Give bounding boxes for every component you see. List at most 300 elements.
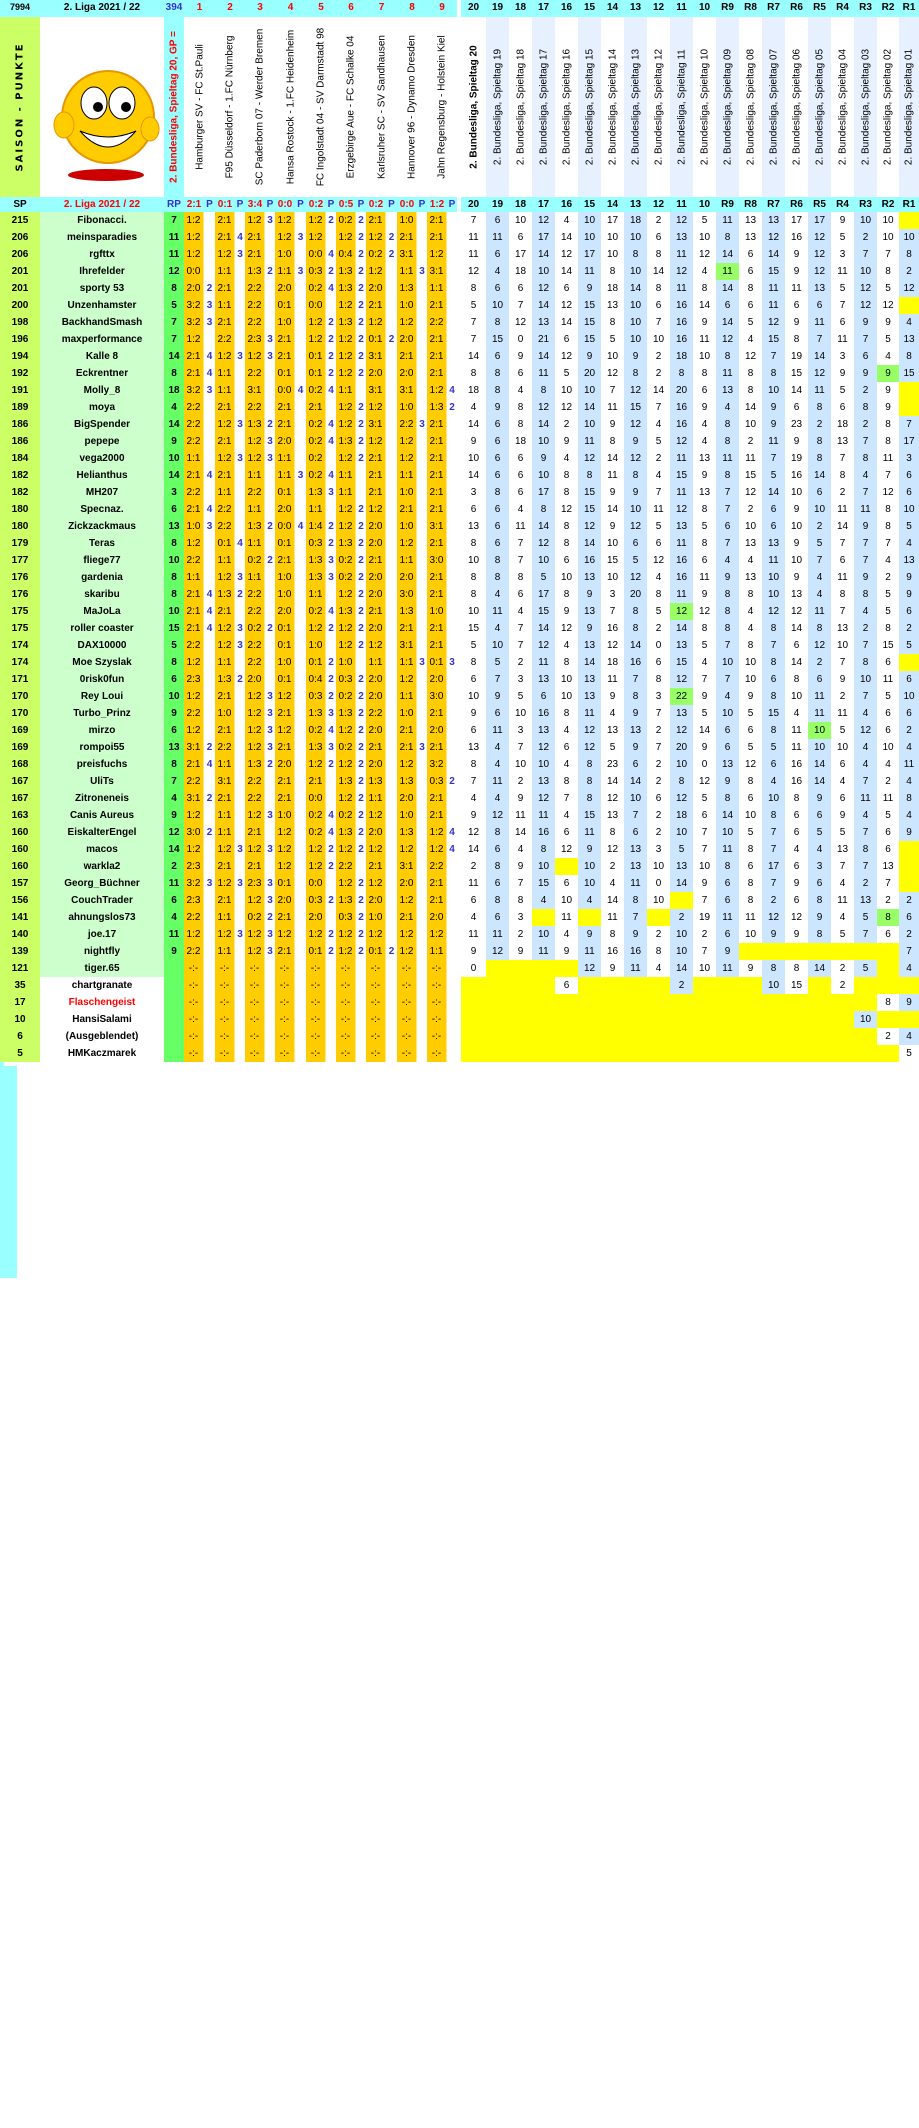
round-score: 0 [647, 637, 670, 654]
rank-points: 175 [0, 620, 40, 637]
match-points [386, 603, 397, 620]
round-score: 9 [624, 348, 647, 365]
row-spacer [0, 1958, 17, 1975]
player-name[interactable]: Turbo_Prinz [40, 705, 164, 722]
round-score: 12 [509, 314, 532, 331]
round-score: 7 [624, 807, 647, 824]
round-score: 8 [716, 603, 739, 620]
round-score: 8 [486, 824, 509, 841]
round-score [899, 297, 919, 314]
round-score: 10 [693, 348, 716, 365]
round-score: 11 [670, 535, 693, 552]
match-tip: 2:1 [366, 467, 386, 484]
round-score: 4 [854, 603, 877, 620]
round-score: 2 [899, 722, 919, 739]
round-score: 9 [716, 569, 739, 586]
round-score: 5 [877, 688, 899, 705]
round-points: 8 [164, 280, 184, 297]
round-score: 13 [578, 603, 601, 620]
match-points: 2 [265, 620, 275, 637]
round-score: 10 [877, 739, 899, 756]
player-name[interactable]: skaribu [40, 586, 164, 603]
match-points [235, 739, 245, 756]
player-name[interactable]: Flaschengeist [40, 994, 164, 1011]
round-score: 12 [762, 909, 785, 926]
round-score [509, 960, 532, 977]
round-score: 7 [461, 314, 486, 331]
round-score: 9 [899, 824, 919, 841]
rank-points: 194 [0, 348, 40, 365]
match-tip: 2:1 [427, 535, 447, 552]
round-score: 14 [647, 382, 670, 399]
round-number: 13 [624, 0, 647, 17]
rank-points: 176 [0, 569, 40, 586]
player-name[interactable]: Eckrentner [40, 365, 164, 382]
match-points: 2 [265, 552, 275, 569]
player-name[interactable]: DAX10000 [40, 637, 164, 654]
player-name[interactable]: UliTs [40, 773, 164, 790]
round-score: 8 [486, 892, 509, 909]
round-label: 2. Bundesliga, Spieltag 19 [486, 17, 509, 197]
match-points [386, 484, 397, 501]
round-score: 6 [831, 314, 854, 331]
match-tip: 2:0 [397, 331, 417, 348]
player-name[interactable]: preisfuchs [40, 756, 164, 773]
player-name[interactable]: BigSpender [40, 416, 164, 433]
round-score: 20 [670, 382, 693, 399]
player-name[interactable]: HansiSalami [40, 1011, 164, 1028]
round-score: 2 [808, 654, 831, 671]
round-score: 5 [899, 518, 919, 535]
match-points: 3 [204, 382, 215, 399]
round-score: 8 [785, 671, 808, 688]
match-tip: 3:2 [184, 382, 204, 399]
round-score: 10 [785, 688, 808, 705]
match-tip: 0:0 [184, 263, 204, 280]
rank-points: 160 [0, 858, 40, 875]
round-score: 11 [831, 501, 854, 518]
round-score: 8 [899, 348, 919, 365]
player-name[interactable]: Moe Szyslak [40, 654, 164, 671]
round-score [877, 977, 899, 994]
player-name[interactable]: Helianthus [40, 467, 164, 484]
round-score: 9 [693, 467, 716, 484]
round-score [555, 1045, 578, 1062]
match-points [265, 467, 275, 484]
match-tip: 2:1 [215, 858, 235, 875]
match-number: 3 [245, 0, 275, 17]
round-score: 8 [693, 280, 716, 297]
round-points: 8 [164, 654, 184, 671]
round-label: 2. Bundesliga, Spieltag 17 [532, 17, 555, 197]
match-tip: 2:0 [184, 280, 204, 297]
round-points: 5 [164, 637, 184, 654]
round-score [624, 994, 647, 1011]
match-points [204, 688, 215, 705]
round-score: 4 [532, 892, 555, 909]
match-points [417, 297, 427, 314]
match-points [326, 773, 336, 790]
round-score: 6 [854, 348, 877, 365]
player-name[interactable]: Canis Aureus [40, 807, 164, 824]
match-points: 2 [356, 841, 366, 858]
round-score: 7 [854, 824, 877, 841]
match-points [235, 1045, 245, 1062]
match-tip: 0:0 [306, 246, 326, 263]
round-points: 6 [164, 671, 184, 688]
match-points [295, 960, 306, 977]
player-name[interactable]: Teras [40, 535, 164, 552]
rank-points: 160 [0, 824, 40, 841]
match-points [265, 280, 275, 297]
round-score: 2 [831, 688, 854, 705]
round-score: 10 [486, 297, 509, 314]
match-tip: -:- [245, 1011, 265, 1028]
match-points [235, 1028, 245, 1045]
round-score: 6 [785, 807, 808, 824]
match-points [417, 892, 427, 909]
round-score [899, 875, 919, 892]
round-score: 11 [785, 739, 808, 756]
round-score: 8 [578, 756, 601, 773]
round-score [486, 994, 509, 1011]
match-tip: 0:2 [336, 807, 356, 824]
rank-points: 180 [0, 518, 40, 535]
match-points [265, 586, 275, 603]
player-name[interactable]: 0risk0fun [40, 671, 164, 688]
round-score: 6 [461, 671, 486, 688]
round-score: 5 [693, 705, 716, 722]
player-name[interactable]: rompoi55 [40, 739, 164, 756]
round-score: 4 [647, 467, 670, 484]
match-points [386, 314, 397, 331]
match-points: 2 [326, 841, 336, 858]
match-tip: 1:2 [184, 841, 204, 858]
round-score: 0 [693, 756, 716, 773]
player-name[interactable]: vega2000 [40, 450, 164, 467]
round-score: 12 [555, 620, 578, 637]
round-score: 8 [461, 569, 486, 586]
round-score [578, 909, 601, 926]
row-spacer [0, 1312, 17, 1329]
round-score: 14 [716, 314, 739, 331]
match-points [295, 280, 306, 297]
round-score: 4 [854, 807, 877, 824]
match-tip: 2:1 [275, 416, 295, 433]
rank-points: 196 [0, 331, 40, 348]
match-tip: 2:1 [184, 603, 204, 620]
match-tip: 2:2 [184, 909, 204, 926]
round-score: 11 [762, 280, 785, 297]
round-score: 4 [716, 399, 739, 416]
match-tip: 1:2 [245, 892, 265, 909]
player-name[interactable]: Specnaz. [40, 501, 164, 518]
match-tip: 1:2 [245, 705, 265, 722]
round-points: 6 [164, 892, 184, 909]
round-score: 11 [716, 841, 739, 858]
round-label: 2. Bundesliga, Spieltag 16 [555, 17, 578, 197]
match-points [386, 1028, 397, 1045]
round-score: 8 [647, 943, 670, 960]
round-score: 7 [601, 382, 624, 399]
round-score: 2 [854, 620, 877, 637]
round-score: 9 [486, 688, 509, 705]
match-tip: 2:1 [215, 229, 235, 246]
match-result: 0:1 [215, 197, 235, 212]
round-score: 10 [808, 739, 831, 756]
player-name[interactable]: Fibonacci. [40, 212, 164, 229]
match-points: 2 [356, 331, 366, 348]
round-score: 9 [693, 399, 716, 416]
match-points: 4 [235, 229, 245, 246]
round-points [164, 1028, 184, 1045]
match-tip: 1:2 [245, 348, 265, 365]
player-name[interactable]: nightfly [40, 943, 164, 960]
player-name[interactable]: meinsparadies [40, 229, 164, 246]
round-score: 5 [877, 331, 899, 348]
round-score [461, 1011, 486, 1028]
match-tip: 1:1 [245, 501, 265, 518]
match-tip: 1:2 [275, 688, 295, 705]
player-name[interactable]: tiger.65 [40, 960, 164, 977]
round-score [670, 1045, 693, 1062]
match-points: 2 [326, 943, 336, 960]
round-score: 12 [808, 229, 831, 246]
round-score: 6 [486, 246, 509, 263]
rank-points: 169 [0, 739, 40, 756]
player-name[interactable]: CouchTrader [40, 892, 164, 909]
player-name[interactable]: mirzo [40, 722, 164, 739]
match-points: 4 [326, 280, 336, 297]
match-points [295, 569, 306, 586]
match-points [265, 535, 275, 552]
match-tip: 1:2 [184, 654, 204, 671]
player-name[interactable]: sporty 53 [40, 280, 164, 297]
player-name[interactable]: gardenia [40, 569, 164, 586]
round-number: R4 [831, 197, 854, 212]
player-name[interactable]: moya [40, 399, 164, 416]
round-score: 2 [509, 773, 532, 790]
player-name[interactable]: Georg_Büchner [40, 875, 164, 892]
match-tip: 2:1 [427, 620, 447, 637]
round-score: 12 [670, 790, 693, 807]
round-score: 11 [899, 756, 919, 773]
round-score: 8 [693, 501, 716, 518]
round-score: 5 [693, 790, 716, 807]
match-points [447, 637, 457, 654]
match-points [447, 297, 457, 314]
match-tip: 1:2 [215, 875, 235, 892]
match-points [386, 365, 397, 382]
player-name[interactable]: Zitroneneis [40, 790, 164, 807]
round-score: 11 [486, 603, 509, 620]
match-tip: 1:0 [275, 807, 295, 824]
round-score: 2 [739, 501, 762, 518]
player-name[interactable]: Kalle 8 [40, 348, 164, 365]
round-score: 6 [899, 603, 919, 620]
rank-points: 186 [0, 416, 40, 433]
match-points [417, 535, 427, 552]
match-tip: 2:1 [184, 348, 204, 365]
match-points: 3 [235, 620, 245, 637]
round-score: 3 [647, 688, 670, 705]
player-name[interactable]: joe.17 [40, 926, 164, 943]
round-score: 11 [578, 824, 601, 841]
player-name[interactable]: BackhandSmash [40, 314, 164, 331]
round-label: 2. Bundesliga, Spieltag 08 [739, 17, 762, 197]
player-name[interactable]: macos [40, 841, 164, 858]
round-score: 2 [509, 654, 532, 671]
match-points [295, 637, 306, 654]
player-name[interactable]: roller coaster [40, 620, 164, 637]
match-points: 2 [356, 773, 366, 790]
match-tip: 1:1 [245, 467, 265, 484]
match-tip: 0:2 [336, 212, 356, 229]
points-header: P [448, 199, 456, 210]
player-name[interactable]: Rey Loui [40, 688, 164, 705]
round-score: 3 [899, 450, 919, 467]
player-name[interactable]: Zickzackmaus [40, 518, 164, 535]
match-points: 3 [326, 739, 336, 756]
round-score [532, 977, 555, 994]
round-score: 10 [899, 501, 919, 518]
player-name[interactable]: rgfttx [40, 246, 164, 263]
round-number: 12 [647, 197, 670, 212]
round-score [899, 1011, 919, 1028]
round-number: R7 [762, 0, 785, 17]
match-points [386, 756, 397, 773]
match-tip: 0:1 [366, 331, 386, 348]
match-tip: 2:1 [427, 297, 447, 314]
match-tip: 1:1 [215, 382, 235, 399]
match-tip: -:- [306, 994, 326, 1011]
player-name[interactable]: Unzenhamster [40, 297, 164, 314]
match-points [326, 637, 336, 654]
player-name[interactable]: (Ausgeblendet) [40, 1028, 164, 1045]
rank-points: 177 [0, 552, 40, 569]
match-tip: 1:2 [336, 620, 356, 637]
round-points: 6 [164, 501, 184, 518]
round-score: 7 [461, 331, 486, 348]
match-tip: 2:1 [427, 569, 447, 586]
match-tip: 1:0 [397, 705, 417, 722]
match-tip: 2:1 [275, 790, 295, 807]
round-score [831, 1011, 854, 1028]
round-score: 6 [461, 501, 486, 518]
round-score: 7 [647, 314, 670, 331]
match-points [265, 382, 275, 399]
round-score: 6 [831, 552, 854, 569]
round-score: 12 [670, 603, 693, 620]
row-spacer [0, 1499, 17, 1516]
match-points: 4 [447, 824, 457, 841]
round-points: 8 [164, 586, 184, 603]
round-score: 4 [555, 637, 578, 654]
round-score: 5 [739, 314, 762, 331]
round-score: 12 [578, 518, 601, 535]
round-score: 8 [716, 416, 739, 433]
player-name[interactable]: chartgranate [40, 977, 164, 994]
round-number: 17 [532, 0, 555, 17]
round-score: 6 [624, 824, 647, 841]
match-result: 1:2 [427, 197, 447, 212]
round-score: 8 [555, 467, 578, 484]
match-tip: 2:1 [427, 892, 447, 909]
round-score: 8 [509, 892, 532, 909]
player-name[interactable]: fliege77 [40, 552, 164, 569]
round-score: 5 [877, 807, 899, 824]
player-name[interactable]: HMKaczmarek [40, 1045, 164, 1062]
player-name[interactable]: pepepe [40, 433, 164, 450]
round-number: R9 [716, 0, 739, 17]
round-score: 12 [670, 212, 693, 229]
round-score: 12 [808, 365, 831, 382]
round-score: 10 [647, 331, 670, 348]
round-score: 16 [601, 943, 624, 960]
match-points [235, 280, 245, 297]
match-tip: 1:2 [184, 926, 204, 943]
player-name[interactable]: maxperformance [40, 331, 164, 348]
match-points: 2 [356, 569, 366, 586]
match-points [295, 892, 306, 909]
player-name[interactable]: EiskalterEngel [40, 824, 164, 841]
round-score: 6 [461, 722, 486, 739]
player-name[interactable]: warkla2 [40, 858, 164, 875]
player-name[interactable]: ahnungslos73 [40, 909, 164, 926]
player-name[interactable]: Ihrefelder [40, 263, 164, 280]
match-tip: 1:1 [336, 467, 356, 484]
rank-points: 170 [0, 688, 40, 705]
round-score: 14 [716, 280, 739, 297]
round-score: 13 [461, 739, 486, 756]
round-score: 10 [739, 518, 762, 535]
match-points [447, 977, 457, 994]
match-points: 2 [356, 790, 366, 807]
match-points [295, 314, 306, 331]
points-header: P [295, 197, 306, 212]
match-points [356, 1028, 366, 1045]
match-points [265, 637, 275, 654]
round-score [693, 977, 716, 994]
round-score: 7 [693, 824, 716, 841]
round-score: 14 [532, 416, 555, 433]
player-name[interactable]: Molly_8 [40, 382, 164, 399]
player-name[interactable]: MaJoLa [40, 603, 164, 620]
row-spacer [0, 1873, 17, 1890]
match-points: 2 [326, 620, 336, 637]
round-score: 13 [831, 620, 854, 637]
match-points [447, 501, 457, 518]
match-points [447, 960, 457, 977]
match-points [204, 450, 215, 467]
match-points [386, 790, 397, 807]
round-score: 6 [647, 790, 670, 807]
round-score: 13 [716, 382, 739, 399]
round-score: 6 [785, 637, 808, 654]
round-score: 7 [854, 552, 877, 569]
match-tip: 1:2 [427, 246, 447, 263]
round-score: 5 [762, 467, 785, 484]
match-points [417, 365, 427, 382]
round-score: 7 [716, 637, 739, 654]
player-name[interactable]: MH207 [40, 484, 164, 501]
round-number: 20 [461, 0, 486, 17]
round-score: 14 [670, 960, 693, 977]
match-points: 4 [326, 603, 336, 620]
round-score: 11 [831, 892, 854, 909]
round-number: 15 [578, 0, 601, 17]
round-score: 15 [532, 603, 555, 620]
